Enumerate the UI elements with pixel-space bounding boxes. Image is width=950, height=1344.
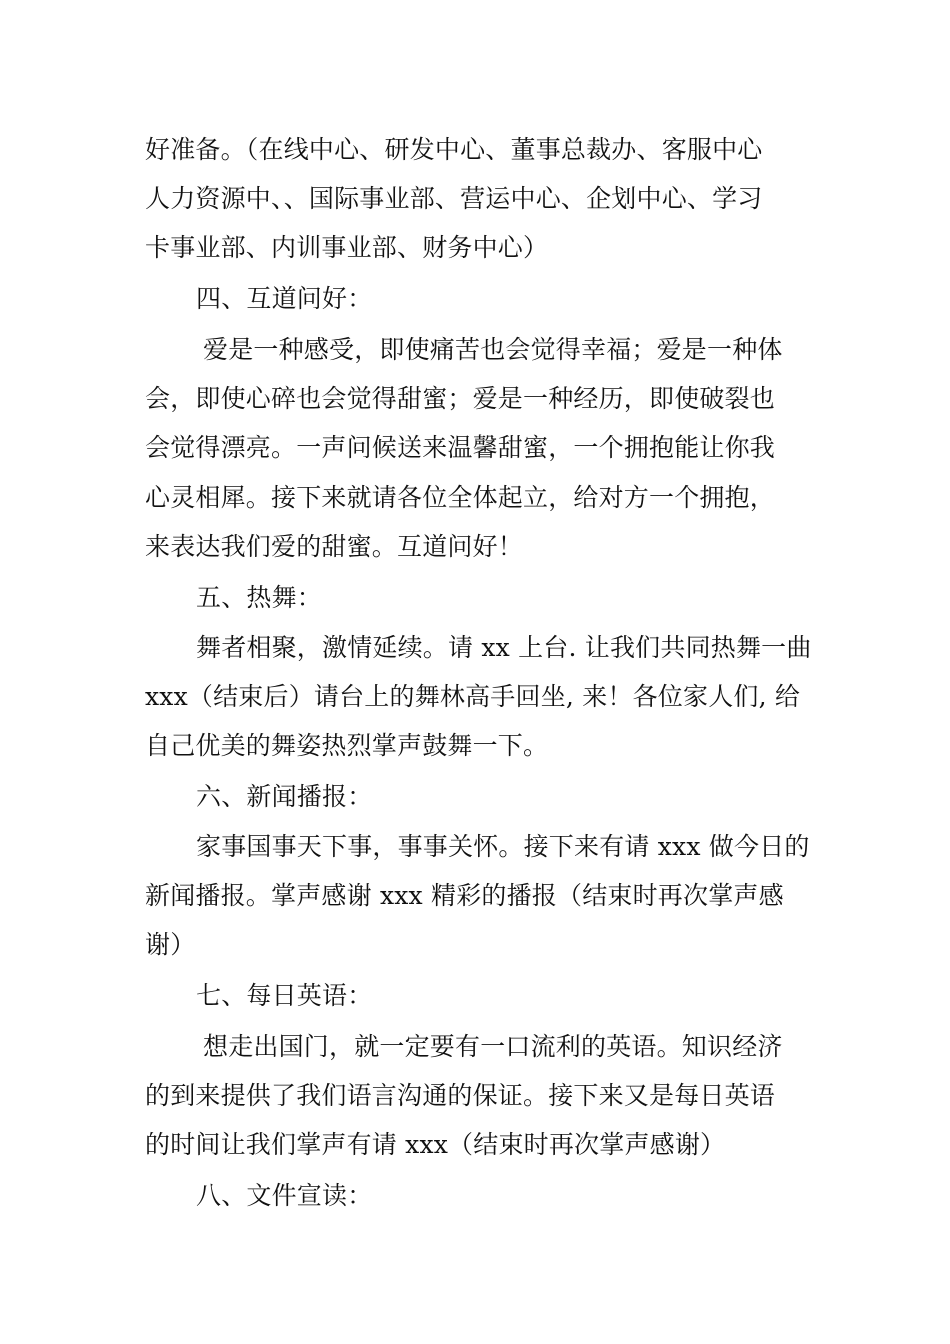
paragraph-line: 卡事业部、内训事业部、财务中心） [145,233,549,262]
paragraph-line: 爱是一种感受，即使痛苦也会觉得幸福；爱是一种体 [203,335,783,364]
paragraph-line: 自己优美的舞姿热烈掌声鼓舞一下。 [145,731,549,760]
paragraph-line: 人力资源中、、国际事业部、营运中心、企划中心、学习 [145,184,763,213]
paragraph-line: 新闻播报。掌声感谢 xxx 精彩的播报（结束时再次掌声感 [145,881,784,910]
paragraph-line: 的时间让我们掌声有请 xxx（结束时再次掌声感谢） [145,1130,726,1159]
section-heading: 五、热舞： [196,583,323,612]
paragraph-line: 好准备。（在线中心、研发中心、董事总裁办、客服中心 [145,135,763,164]
paragraph-line: 会，即使心碎也会觉得甜蜜；爱是一种经历，即使破裂也 [145,384,776,413]
paragraph-line: 谢） [145,930,196,959]
paragraph-line: 心灵相犀。接下来就请各位全体起立，给对方一个拥抱， [145,483,776,512]
section-heading: 六、新闻播报： [196,782,373,811]
paragraph-line: 来表达我们爱的甜蜜。互道问好！ [145,532,524,561]
paragraph-line: 舞者相聚，激情延续。请 xx 上台. 让我们共同热舞一曲 [196,633,812,662]
section-heading: 四、互道问好： [196,284,373,313]
paragraph-line: xxx（结束后）请台上的舞林高手回坐, 来！各位家人们, 给 [145,682,801,711]
section-heading: 七、每日英语： [196,981,373,1010]
paragraph-line: 的到来提供了我们语言沟通的保证。接下来又是每日英语 [145,1081,776,1110]
section-heading: 八、文件宣读： [196,1181,373,1210]
paragraph-line: 会觉得漂亮。一声问候送来温馨甜蜜，一个拥抱能让你我 [145,433,776,462]
paragraph-line: 想走出国门，就一定要有一口流利的英语。知识经济 [203,1032,783,1061]
paragraph-line: 家事国事天下事，事事关怀。接下来有请 xxx 做今日的 [196,832,810,861]
